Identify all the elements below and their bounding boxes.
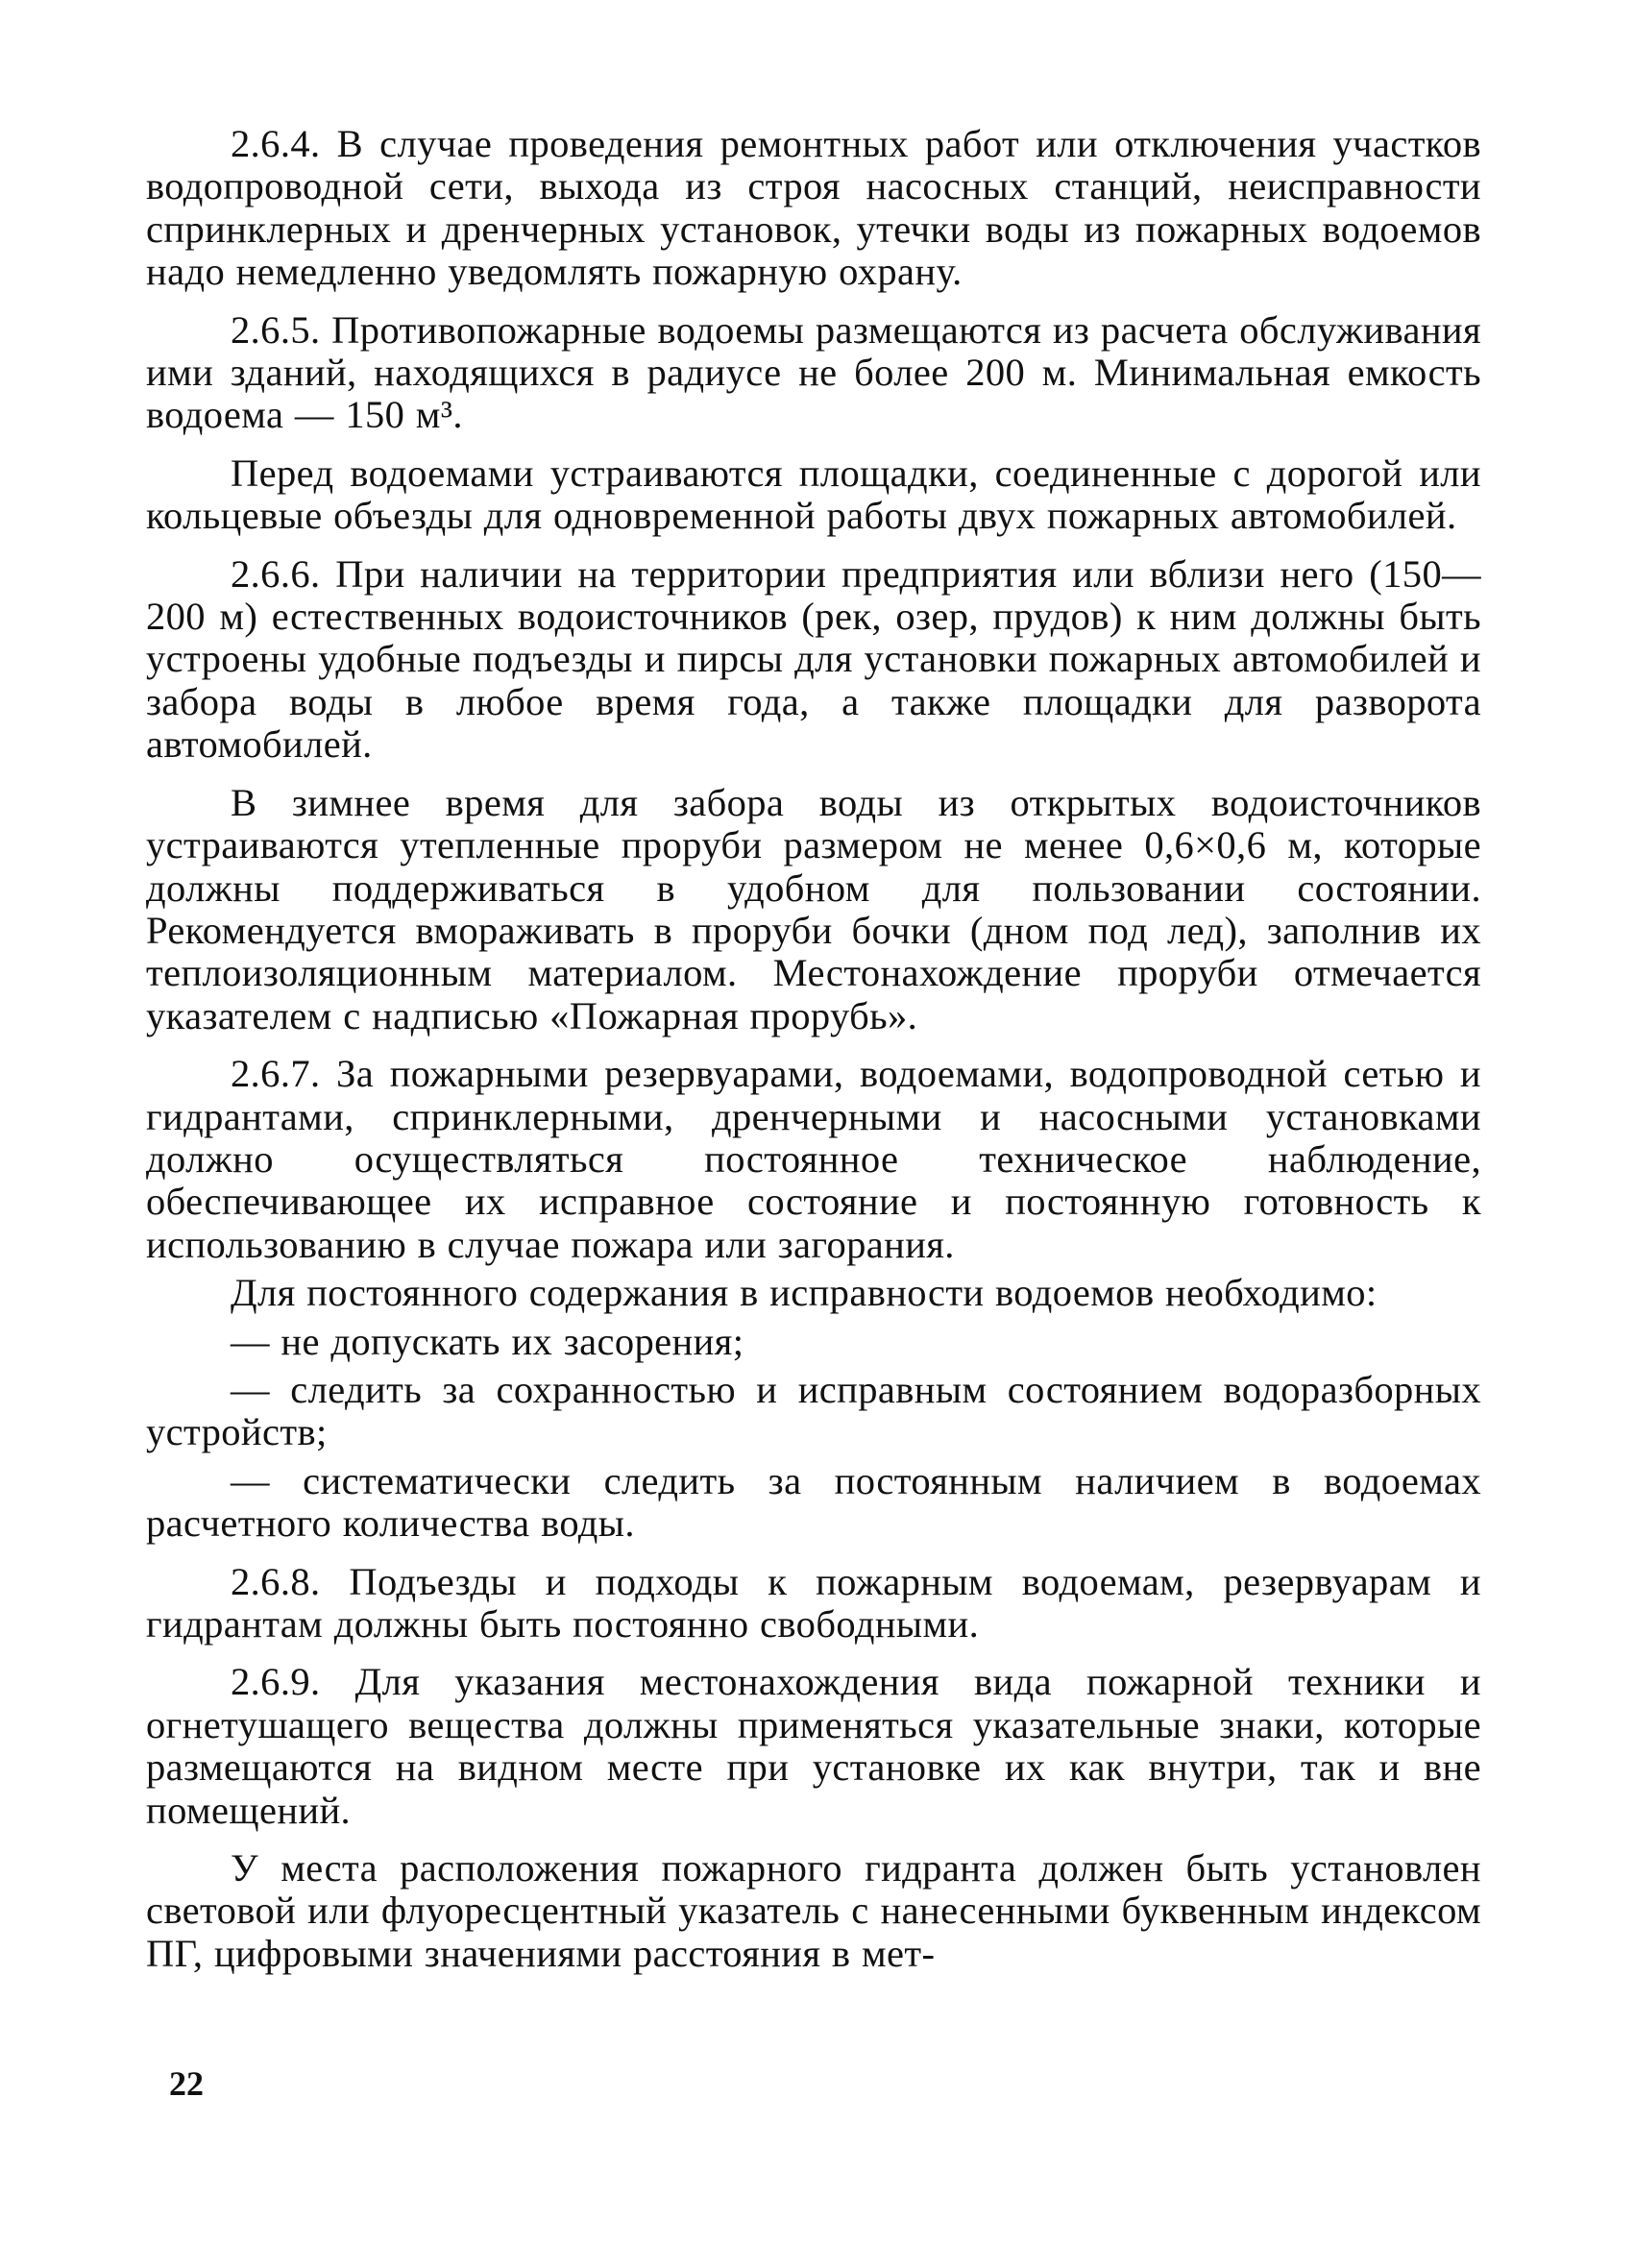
paragraph-hydrant-sign: У места расположения пожарного гидранта должен быть установлен световой или флуоресцентный указатель с нанесенными буквенным индексом ПГ, цифровыми значениями расстояния в мет- <box>146 1846 1481 1975</box>
list-item-water-quantity: — систематически следить за постоянным наличием в водоемах расчетного количества воды. <box>146 1458 1481 1546</box>
list-item-no-clogging: — не допускать их засорения; <box>231 1319 744 1363</box>
paragraph-2-6-6: 2.6.6. При наличии на территории предприятия или вблизи него (150—200 м) естественных водоисточников (рек, озер, прудов) к ним должны быть устроены удобные подъезды и пирсы для установки пожарных автомобилей и забора воды в любое время года, а также площадки для разворота автомобилей. <box>146 551 1481 767</box>
list-item-water-intake-devices: — следить за сохранностью и исправным состоянием водоразборных устройств; <box>146 1367 1481 1454</box>
paragraph-winter-ice-holes: В зимнее время для забора воды из открытых водоисточников устраиваются утепленные проруби размером не менее 0,6×0,6 м, которые должны поддерживаться в удобном для пользовании состоянии. Рекомендуется вмораживать в проруби бочки (дном под лед), заполнив их теплоизоляционным материалом. Местонахождение проруби отмечается указателем с надписью «Пожарная прорубь». <box>146 780 1481 1037</box>
paragraph-2-6-4: 2.6.4. В случае проведения ремонтных работ или отключения участков водопроводной сети, выхода из строя насосных станций, неисправности спринклерных и дренчерных установок, утечки воды из пожарных водоемов надо немедленно уведомлять пожарную охрану. <box>146 122 1481 294</box>
paragraph-2-6-9: 2.6.9. Для указания местонахождения вида пожарной техники и огнетушащего вещества должны применяться указательные знаки, которые размещаются на видном месте при установке их как внутри, так и вне помещений. <box>146 1660 1481 1832</box>
paragraph-reservoir-platforms: Перед водоемами устраиваются площадки, соединенные с дорогой или кольцевые объезды для одновременной работы двух пожарных автомобилей. <box>146 451 1481 538</box>
page-number: 22 <box>169 2064 204 2103</box>
body-text <box>146 123 1481 1990</box>
paragraph-maintenance-intro: Для постоянного содержания в исправности водоемов необходимо: <box>231 1271 1378 1315</box>
paragraph-2-6-8: 2.6.8. Подъезды и подходы к пожарным водоемам, резервуарам и гидрантам должны быть постоянно свободными. <box>146 1559 1481 1646</box>
paragraph-2-6-5: 2.6.5. Противопожарные водоемы размещаются из расчета обслуживания ими зданий, находящихся в радиусе не более 200 м. Минимальная емкость водоема — 150 м³. <box>146 307 1481 437</box>
paragraph-2-6-7: 2.6.7. За пожарными резервуарами, водоемами, водопроводной сетью и гидрантами, спринклерными, дренчерными и насосными установками должно осуществляться постоянное техническое наблюдение, обеспечивающее их исправное состояние и постоянную готовность к использованию в случае пожара или загорания. <box>146 1052 1481 1266</box>
